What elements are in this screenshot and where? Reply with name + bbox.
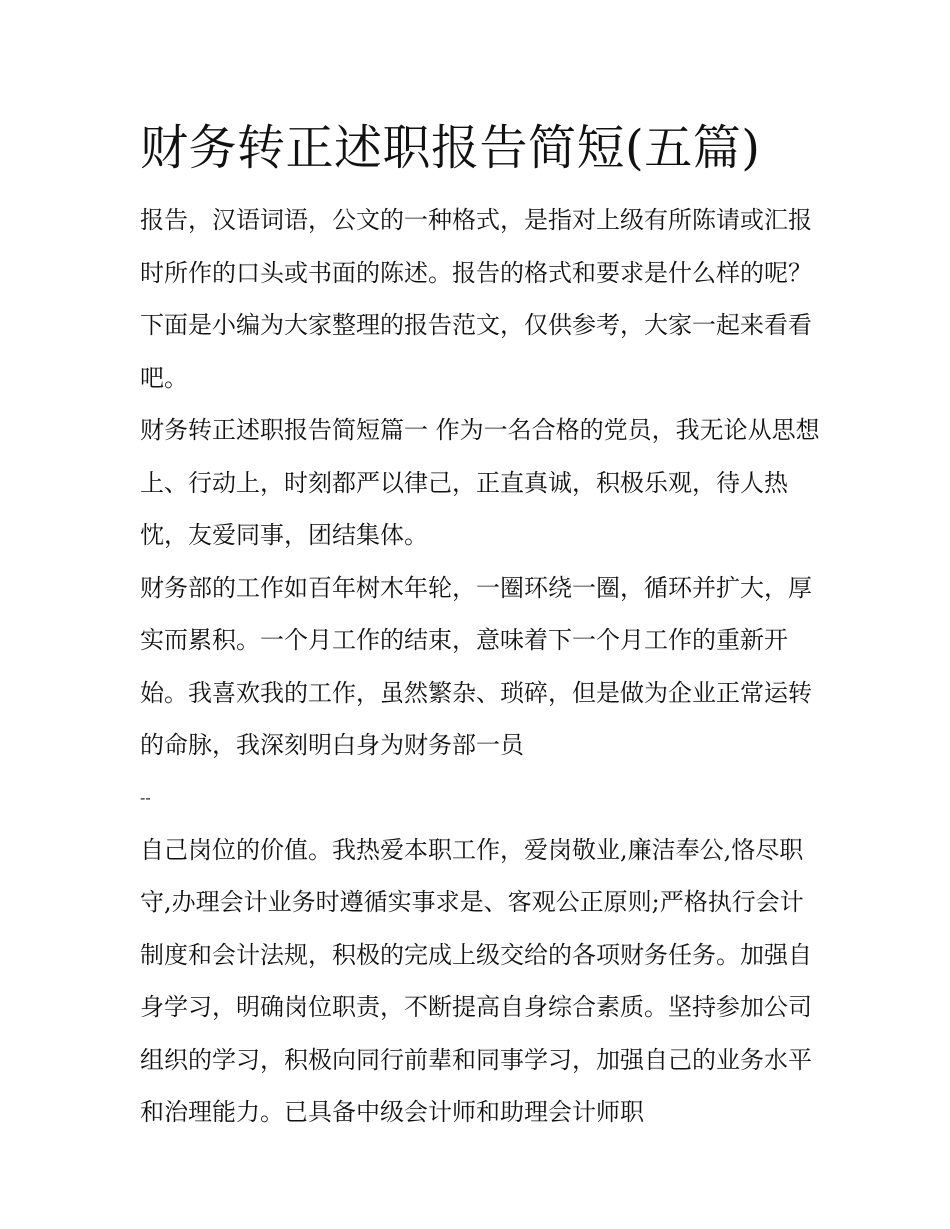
section-one-paragraph: 财务转正述职报告简短篇一 作为一名合格的党员，我无论从思想上、行动上，时刻都严以律己，正直真诚，积极乐观，待人热忱，友爱同事，团结集体。 [140,416,820,549]
document-page [140,112,820,1139]
document-title: 财务转正述职报告简短(五篇) [140,120,761,176]
finance-work-paragraph: 财务部的工作如百年树木年轮，一圈环绕一圈，循环并扩大，厚实而累积。一个月工作的结束，意味着下一个月工作的重新开始。我喜欢我的工作，虽然繁杂、琐碎，但是做为企业正常运转的命脉，我深刻明白身为财务部一员 [140,573,812,759]
continuation-paragraph: 自己岗位的价值。我热爱本职工作，爱岗敬业,廉洁奉公,恪尽职守,办理会计业务时遵循实事求是、客观公正原则;严格执行会计制度和会计法规，积极的完成上级交给的各项财务任务。加强自身学习，明确岗位职责，不断提高自身综合素质。坚持参加公司组织的学习，积极向同行前辈和同事学习，加强自己的业务水平和治理能力。已具备中级会计师和助理会计师职 [140,835,812,1126]
page-separator: -- [140,787,151,807]
intro-paragraph: 报告，汉语词语，公文的一种格式，是指对上级有所陈请或汇报时所作的口头或书面的陈述。报告的格式和要求是什么样的呢？下面是小编为大家整理的报告范文，仅供参考，大家一起来看看吧。 [140,206,812,392]
